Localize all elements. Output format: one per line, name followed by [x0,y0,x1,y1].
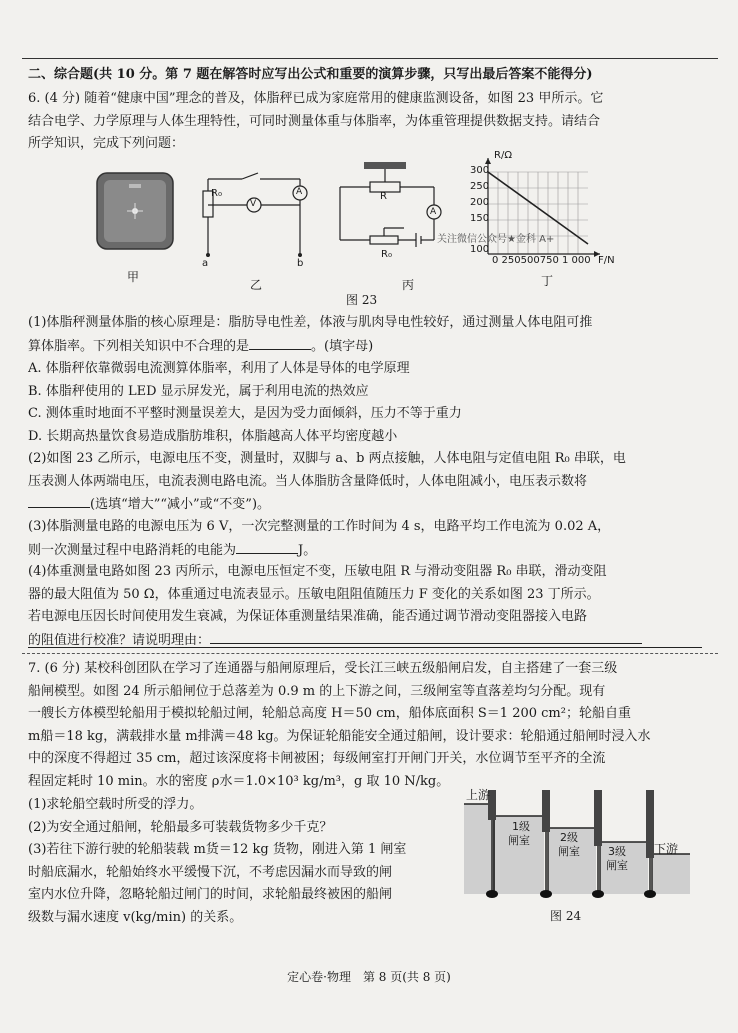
fig23-jia-scale [96,172,174,250]
option-c: C. 测体重时地面不平整时测量误差大，是因为受力面倾斜，压力不等于重力 [28,406,462,422]
fig23-yi-r0-label: R₀ [211,188,222,199]
option-d: D. 长期高热量饮食易造成脂肪堆积，体脂越高人体平均密度越小 [28,428,398,444]
q6-line: 结合电学、力学原理与人体生理特性，可同时测量体重与体脂率，为体重管理提供数据支持。请结合 [28,113,601,129]
terminal-b-label: b [297,258,304,269]
q7-line: 船闸模型。如图 24 所示船闸位于总落差为 0.9 m 的上下游之间，三级闸室等直落差均匀分配。现有 [28,683,606,699]
q6-sub1-line: 算体脂率。下列相关知识中不合理的是 [28,338,250,354]
answer-blank [210,629,642,644]
fig23-jia-label: 甲 [127,270,140,284]
q6-sub4 [28,561,704,652]
graph-x-ticks: 0 250500750 1 000 [492,255,591,266]
section-heading [28,64,704,87]
q7-sub3-line: 级数与漏水速度 v(kg/min) 的关系。 [28,909,243,925]
chamber1-label: 1级 [512,820,530,833]
q6-sub2 [28,448,704,517]
chamber2-label: 2级 [560,831,578,844]
fig24-caption: 图 24 [550,909,582,923]
graph-y-tick: 200 [470,197,490,208]
option-b: B. 体脂秤使用的 LED 显示屏发光，属于利用电流的热效应 [28,383,369,399]
q7-intro [28,658,704,794]
q7-sub3-line: 室内水位升降，忽略轮船过闸门的时间，求轮船最终被困的船闸 [28,887,393,903]
answer-line [28,647,702,648]
top-rule [22,58,718,59]
ammeter-symbol: A [430,207,437,217]
option-a: A. 体脂秤依靠微弱电流测算体脂率，利用了人体是导体的电学原理 [28,361,410,377]
fig23-caption: 图 23 [346,293,378,307]
q7-line: m船＝18 kg，满载排水量 m排满＝48 kg。为保证轮船能安全通过船闸，设计要求：轮船通过船闸时浸入水 [28,728,651,744]
pressure-resistor-label: R [380,191,387,202]
q6-sub2-line: (2)如图 23 乙所示，电源电压不变，测量时，双脚与 a、b 两点接触，人体电阻与定值电阻 R₀ 串联，电 [28,451,626,466]
answer-blank [236,539,298,554]
ammeter-symbol: A [296,187,303,197]
q7-line: 一艘长方体模型轮船用于模拟轮船过闸，轮船总高度 H＝50 cm，船体底面积 S＝1 200 cm²；轮船自重 [28,706,631,722]
divider [22,653,718,654]
q7-subquestions [28,794,458,930]
q7-sub1: (1)求轮船空载时所受的浮力。 [28,797,203,812]
chamber1-label: 闸室 [508,834,530,847]
slide-resistor-label: R₀ [381,249,392,260]
q6-sub3-line: (3)体脂测量电路的电源电压为 6 V，一次完整测量的工作时间为 4 s，电路平均工作电流为 0.02 A， [28,519,611,534]
q6-sub3 [28,516,704,562]
q6-sub4-line: 器的最大阻值为 50 Ω，体重通过电流表显示。压敏电阻阻值随压力 F 变化的关系如图 23 丁所示。 [28,586,600,602]
q7-sub3-line: (3)若往下游行驶的轮船装载 m货＝12 kg 货物，刚进入第 1 闸室 [28,842,407,858]
q6-sub2-line: 压表测人体两端电压，电流表测电路电流。当人体脂肪含量降低时，人体电阻减小，电压表示数将 [28,473,588,489]
fig23-ding-label: 丁 [541,274,554,288]
page-footer: 定心卷·物理 第 8 页(共 8 页) [287,970,451,984]
chamber3-label: 3级 [608,845,626,858]
graph-y-tick: 150 [470,213,490,224]
q7-line: 7. (6 分) 某校科创团队在学习了连通器与船闸原理后，受长江三峡五级船闸启发，自主搭建了一套三级 [28,661,618,676]
q7-sub3-line: 时船底漏水，轮船始终水平缓慢下沉，不考虑因漏水而导致的闸 [28,864,393,880]
q7-line: 程固定耗时 10 min。水的密度 ρ水＝1.0×10³ kg/m³，g 取 10 N/kg。 [28,773,450,789]
graph-watermark: 关注微信公众号★金科 A+ [437,234,555,245]
terminal-a-label: a [202,258,209,269]
q6-sub4-line: (4)体重测量电路如图 23 丙所示，电源电压恒定不变，压敏电阻 R 与滑动变阻器 R₀ 串联，滑动变阻 [28,564,607,579]
section-heading-text: 二、综合题(共 10 分。第 7 题在解答时应写出公式和重要的演算步骤，只写出最后答案不能得分) [28,67,593,82]
answer-blank [28,493,90,508]
q6-sub3-line: J。 [298,542,317,558]
graph-y-tick: 300 [470,165,490,176]
answer-blank [249,335,311,350]
fig23-bing-label: 丙 [402,278,415,292]
upstream-label: 上游 [466,788,491,802]
fig23-yi-label: 乙 [250,278,263,292]
q6-intro [28,88,704,156]
fig23-yi-circuit [200,165,310,265]
q7-line: 中的深度不得超过 35 cm，超过该深度将卡闸被困；每级闸室打开闸门开关，水位调节至平齐的全流 [28,751,606,767]
q7-sub2: (2)为安全通过船闸，轮船最多可装载货物多少千克？ [28,819,333,835]
q6-sub1 [28,312,704,449]
q6-sub4-line: 若电源电压因长时间使用发生衰减，为保证体重测量结果准确，能否通过调节滑动变阻器接入电路 [28,609,588,625]
fig23-bing-circuit [334,160,444,260]
voltmeter-symbol: V [250,199,257,209]
downstream-label: 下游 [654,842,679,856]
q6-sub4-line: 的阻值进行校准？请说明理由： [28,632,211,648]
q6-sub2-line: (选填“增大”“减小”或“不变”)。 [90,497,271,513]
graph-y-axis-label: R/Ω [494,150,512,161]
q6-sub1-line: 。(填字母) [311,338,374,354]
graph-y-tick: 100 [470,244,490,255]
q6-sub1-line: (1)体脂秤测量体脂的核心原理是：脂肪导电性差，体液与肌肉导电性较好，通过测量人体电阻可推 [28,315,593,330]
graph-y-tick: 250 [470,181,490,192]
chamber3-label: 闸室 [606,859,628,872]
chamber2-label: 闸室 [558,845,580,858]
q6-line: 6. (4 分) 随着“健康中国”理念的普及，体脂秤已成为家庭常用的健康监测设备，如图 23 甲所示。它 [28,91,604,106]
q6-sub3-line: 则一次测量过程中电路消耗的电能为 [28,542,237,558]
graph-x-axis-label: F/N [598,255,615,266]
q6-line: 所学知识，完成下列问题： [28,136,185,152]
